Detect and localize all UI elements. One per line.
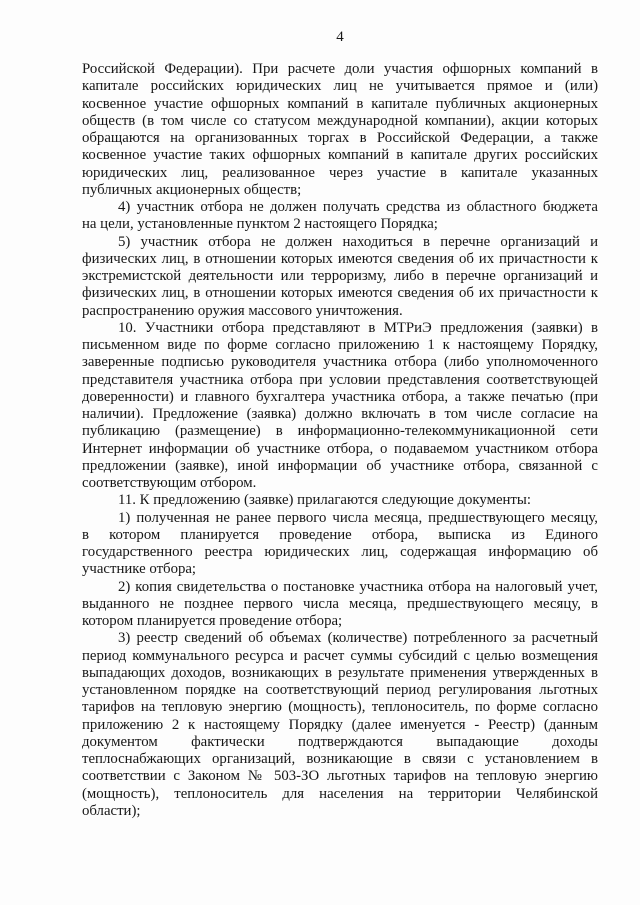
paragraph-item-4 <box>82 199 598 234</box>
text-line: обществ (в том числе со статусом международной компании), акции которых <box>82 112 598 129</box>
text-line: публикацию (размещение) в информационно-телекоммуникационной сети <box>82 423 598 440</box>
text-line: приложению 2 к настоящему Порядку (далее именуется - Реестр) (данным <box>82 716 598 733</box>
text-line: 5) участник отбора не должен находиться в перечне организаций и <box>118 233 598 250</box>
text-line: области); <box>82 802 141 819</box>
text-line: наличии). Предложение (заявка) должно включать в том числе согласие на <box>82 406 598 422</box>
text-line: косвенное участие таких офшорных компаний в капитале других российских <box>82 147 598 164</box>
text-line: государственного реестра юридических лиц, содержащая информацию об <box>82 544 598 560</box>
text-line: физических лиц, в отношении которых имеются сведения об их причастности к <box>82 250 598 267</box>
text-line: период коммунального ресурса и расчет суммы субсидий с целью возмещения <box>82 647 598 664</box>
text-line: выданного не позднее первого числа месяца, предшествующего месяцу, в <box>82 595 598 612</box>
text-line: 2) копия свидетельства о постановке участника отбора на налоговый учет, <box>118 578 598 595</box>
paragraph-clause-10 <box>82 320 598 493</box>
text-line: 3) реестр сведений об объемах (количестве) потребленного за расчетный <box>118 630 598 647</box>
text-line: физических лиц, в отношении которых имеются сведения об их причастности к <box>82 285 598 302</box>
text-line: представителя участника отбора при условии представления соответствующей <box>82 371 598 388</box>
text-line: письменном виде по форме согласно приложению 1 к настоящему Порядку, <box>82 337 598 353</box>
text-line: установленном порядке на соответствующий период регулирования льготных <box>82 682 598 698</box>
text-line: соответствии с Законом № 503-ЗО льготных тарифов на тепловую энергию <box>82 768 598 785</box>
text-line: участнике отбора; <box>82 561 197 578</box>
text-line: 4) участник отбора не должен получать средства из областного бюджета <box>118 199 598 215</box>
paragraph-doc-item-3 <box>82 630 598 820</box>
text-line: публичных акционерных обществ; <box>82 181 302 198</box>
text-line: тарифов на тепловую энергию (мощность), теплоноситель, по форме согласно <box>82 699 598 716</box>
text-line: 11. К предложению (заявке) прилагаются следующие документы: <box>118 492 531 509</box>
paragraph-doc-item-2 <box>82 579 598 631</box>
text-line: соответствующим отбором. <box>82 475 257 491</box>
paragraph-continuation <box>82 61 598 199</box>
paragraph-doc-item-1 <box>82 510 598 579</box>
text-line: документом фактически подтверждаются выпадающие доходы <box>82 733 598 750</box>
text-line: Интернет информации об участнике отбора, о подаваемом участником отбора <box>82 440 598 457</box>
text-line: в котором планируется проведение отбора, выписка из Единого <box>82 526 598 543</box>
paragraph-item-5 <box>82 234 598 320</box>
text-line: котором планируется проведение отбора; <box>82 613 343 629</box>
text-line: на цели, установленные пунктом 2 настоящего Порядка; <box>82 216 438 233</box>
text-line: обращаются на организованных торгах в Российской Федерации, а также <box>82 130 598 146</box>
document-body <box>82 61 598 820</box>
paragraph-clause-11 <box>82 492 598 509</box>
text-line: экстремистской деятельности или терроризму, либо в перечне организаций и <box>82 268 598 284</box>
text-line: косвенное участие офшорных компаний в капитале публичных акционерных <box>82 95 598 112</box>
text-line: 1) полученная не ранее первого числа месяца, предшествующего месяцу, <box>118 509 598 526</box>
text-line: 10. Участники отбора представляют в МТРиЭ предложения (заявки) в <box>118 319 598 336</box>
text-line: юридических лиц, реализованное через участие в капитале указанных <box>82 164 598 181</box>
text-line: распространению оружия массового уничтожения. <box>82 302 403 319</box>
text-line: предложении (заявке), иной информации об участнике отбора, связанной с <box>82 457 598 474</box>
text-line: заверенные подписью руководителя участника отбора (либо уполномоченного <box>82 354 598 371</box>
text-line: доверенности) и главного бухгалтера участника отбора, а также печатью (при <box>82 388 598 405</box>
text-line: Российской Федерации). При расчете доли участия офшорных компаний в <box>82 61 598 77</box>
text-line: (мощность), теплоноситель для населения на территории Челябинской <box>82 785 598 802</box>
page-number: 4 <box>336 29 344 45</box>
text-line: выпадающих доходов, возникающих в результате применения утвержденных в <box>82 664 598 681</box>
text-line: теплоснабжающих организаций, возникающие в связи с установлением в <box>82 751 598 767</box>
text-line: капитале российских юридических лиц не учитывается прямое и (или) <box>82 78 598 95</box>
